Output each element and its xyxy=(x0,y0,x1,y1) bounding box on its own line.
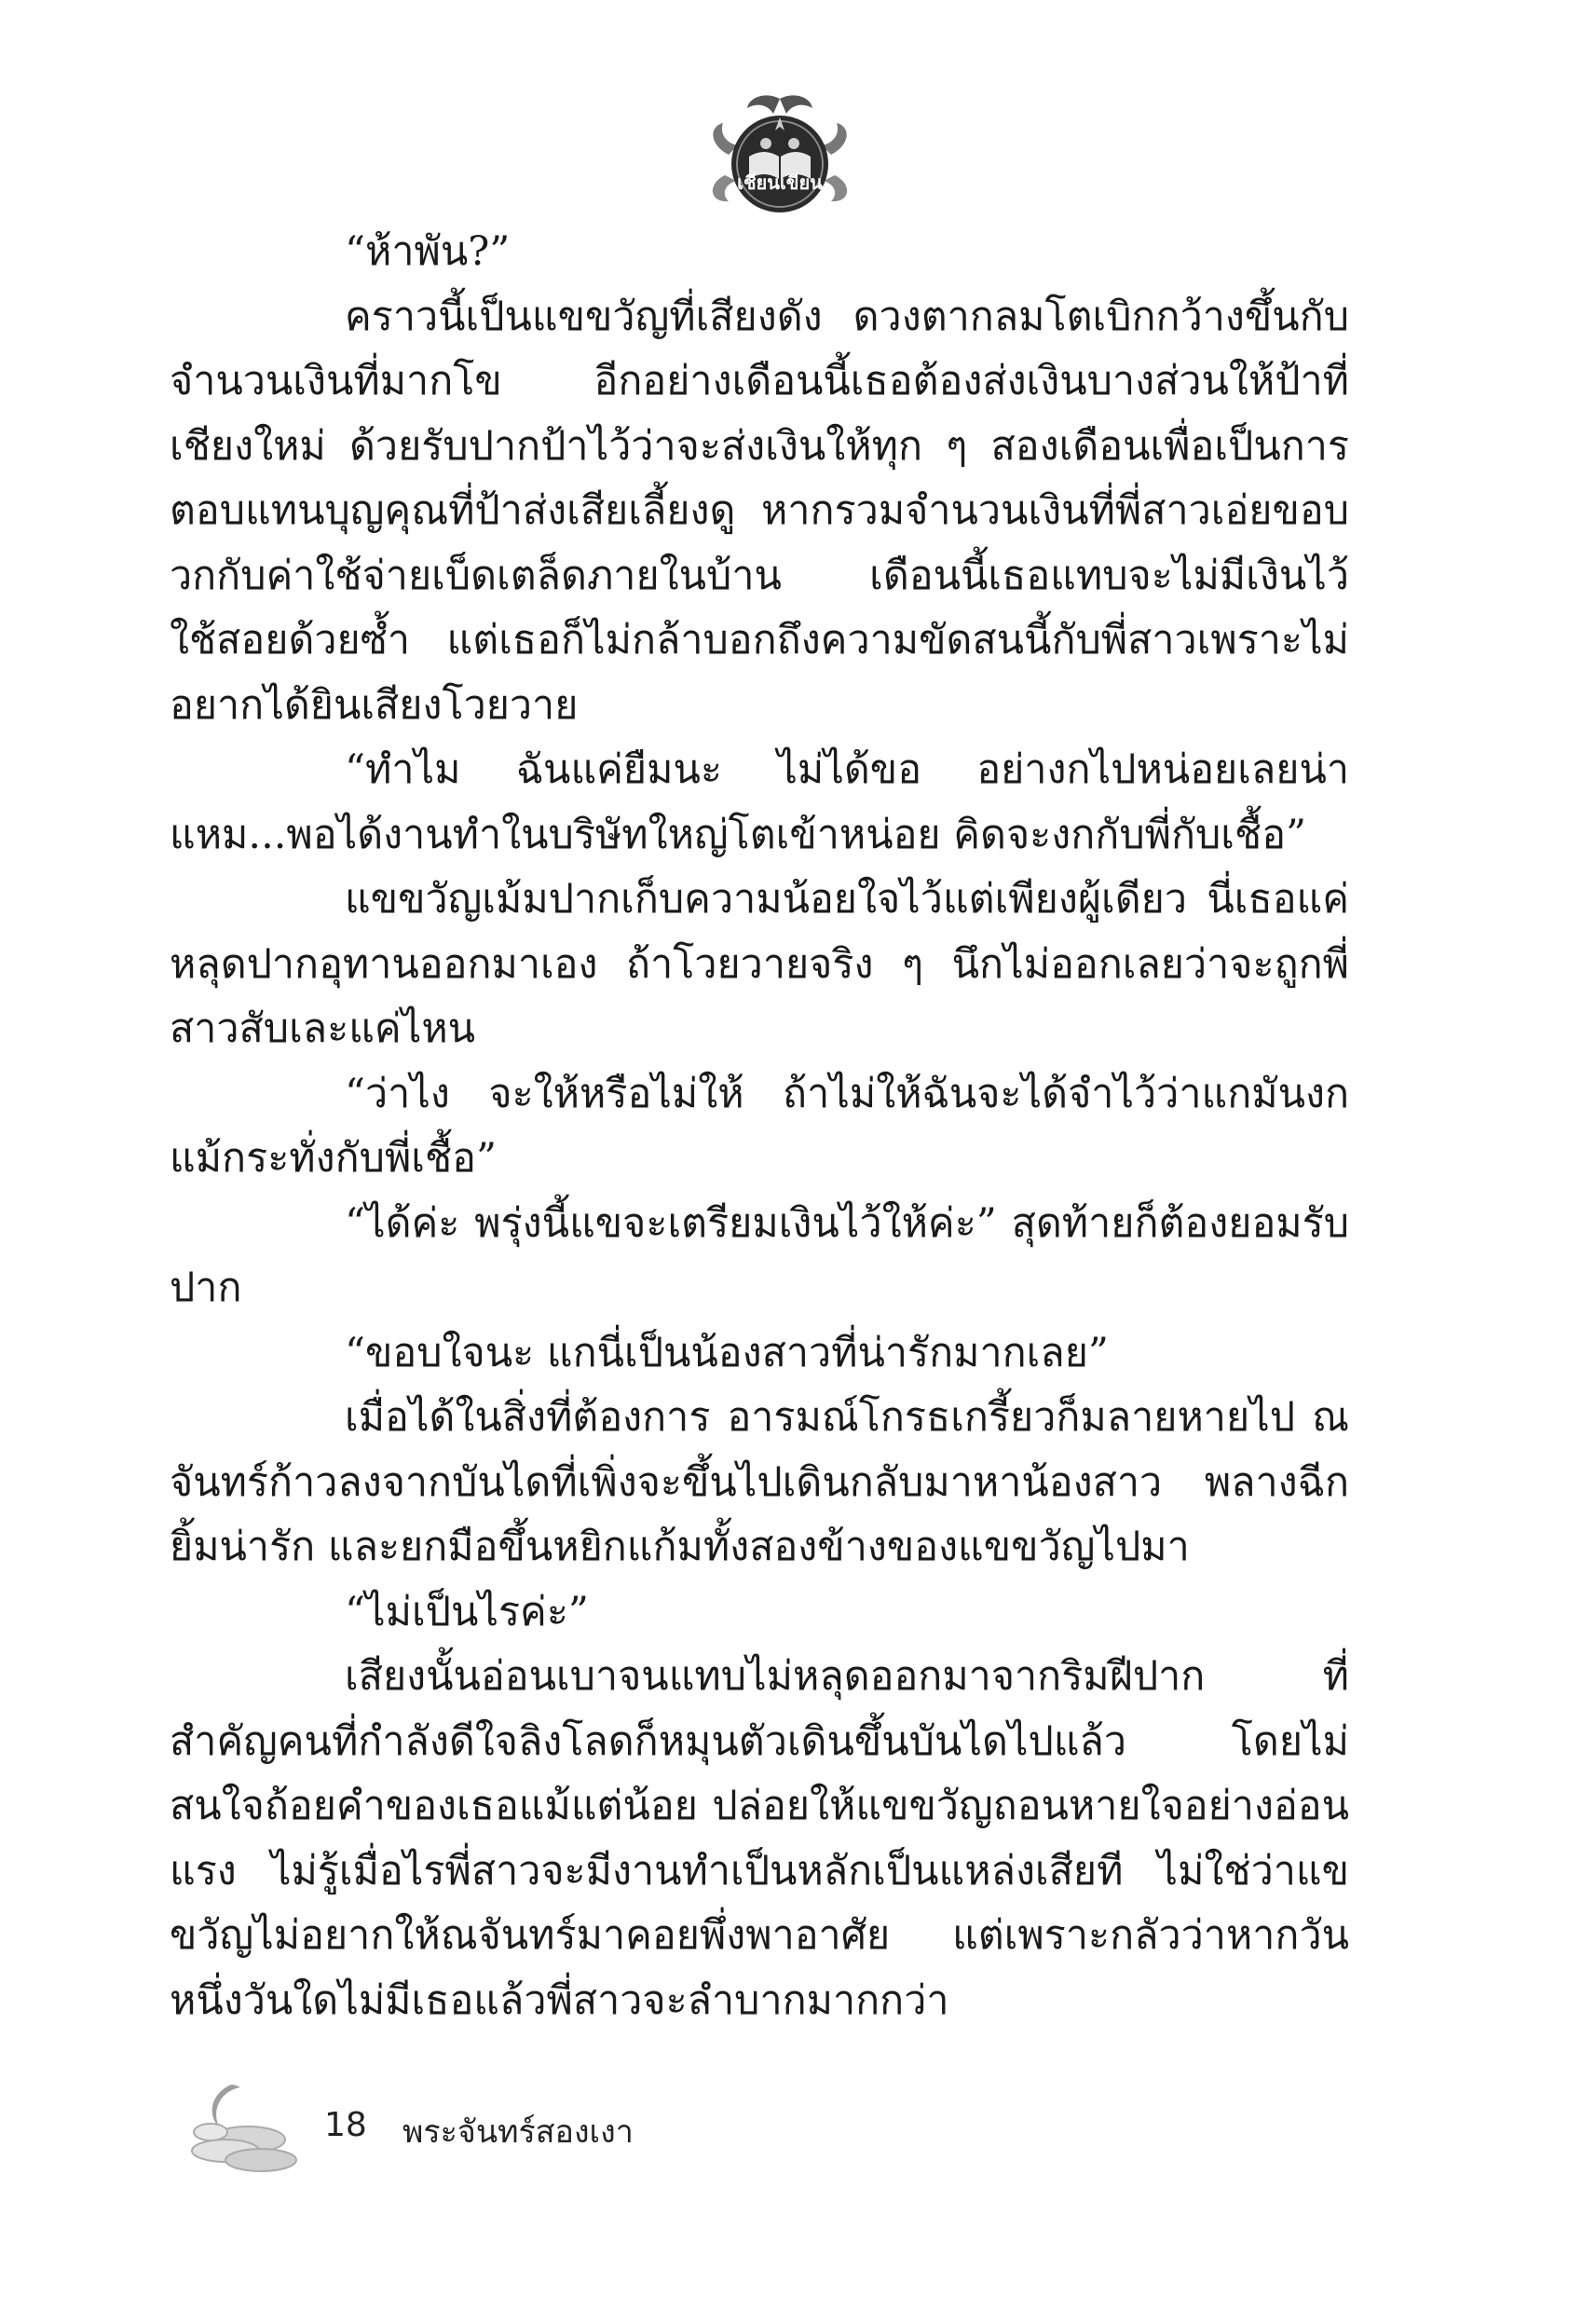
publisher-logo-text: เชียนเขียน xyxy=(737,171,823,194)
paragraph: “ทำไม ฉันแค่ยืมนะ ไม่ได้ขอ อย่างกไปหน่อยเลยน่า แหม...พอได้งานทำในบริษัทใหญ่โตเข้าหน่อย คิดจะงกกับพี่กับเชื้อ” xyxy=(170,746,1349,858)
paragraph: แขขวัญเม้มปากเก็บความน้อยใจไว้แต่เพียงผู้เดียว นี่เธอแค่หลุดปากอุทานออกมาเอง ถ้าโวยวายจริง ๆ นึกไม่ออกเลยว่าจะถูกพี่สาวสับเละแค่ไหน xyxy=(170,876,1349,1052)
paragraph: “ได้ค่ะ พรุ่งนี้แขจะเตรียมเงินไว้ให้ค่ะ” สุดท้ายก็ต้องยอมรับปาก xyxy=(170,1199,1349,1311)
page-number: 18 xyxy=(324,2106,367,2144)
moon-cloud-icon xyxy=(183,2074,304,2177)
paragraph: เมื่อได้ในสิ่งที่ต้องการ อารมณ์โกรธเกรี้ยวก็มลายหายไป ณจันทร์ก้าวลงจากบันไดที่เพิ่งจะขึ้นไปเดินกลับมาหาน้องสาว พลางฉีกยิ้มน่ารัก และยกมือขึ้นหยิกแก้มทั้งสองข้างของแขขวัญไปมา xyxy=(170,1394,1349,1570)
book-title: พระจันทร์สองเงา xyxy=(402,2113,634,2151)
publisher-logo-icon xyxy=(691,89,868,220)
paragraph: “ขอบใจนะ แกนี่เป็นน้องสาวที่น่ารักมากเลย” xyxy=(345,1329,1109,1376)
paragraph: คราวนี้เป็นแขขวัญที่เสียงดัง ดวงตากลมโตเบิกกว้างขึ้นกับจำนวนเงินที่มากโข อีกอย่างเดือนนี้เธอต้องส่งเงินบางส่วนให้ป้าที่เชียงใหม่ ด้วยรับปากป้าไว้ว่าจะส่งเงินให้ทุก ๆ สองเดือนเพื่อเป็นการตอบแทนบุญคุณที่ป้าส่งเสียเลี้ยงดู หากรวมจำนวนเงินที่พี่สาวเอ่ยขอบวกกับค่าใช้จ่ายเบ็ดเตล็ดภายในบ้าน เดือนนี้เธอแทบจะไม่มีเงินไว้ใช้สอยด้วยซ้ำ แต่เธอก็ไม่กล้าบอกถึงความขัดสนนี้กับพี่สาวเพราะไม่อยากได้ยินเสียงโวยวาย xyxy=(170,293,1349,729)
publisher-logo xyxy=(691,89,868,220)
page-body xyxy=(170,220,1349,2033)
paragraph: “ห้าพัน?” xyxy=(345,228,511,275)
paragraph: เสียงนั้นอ่อนเบาจนแทบไม่หลุดออกมาจากริมฝีปาก ที่สำคัญคนที่กำลังดีใจลิงโลดก็หมุนตัวเดินขึ้นบันไดไปแล้ว โดยไม่สนใจถ้อยคำของเธอแม้แต่น้อย ปล่อยให้แขขวัญถอนหายใจอย่างอ่อนแรง ไม่รู้เมื่อไรพี่สาวจะมีงานทำเป็นหลักเป็นแหล่งเสียที ไม่ใช่ว่าแขขวัญไม่อยากให้ณจันทร์มาคอยพึ่งพาอาศัย แต่เพราะกลัวว่าหากวันหนึ่งวันใดไม่มีเธอแล้วพี่สาวจะลำบากมากกว่า xyxy=(170,1653,1349,2024)
paragraph: “ไม่เป็นไรค่ะ” xyxy=(345,1588,589,1635)
paragraph: “ว่าไง จะให้หรือไม่ให้ ถ้าไม่ให้ฉันจะได้จำไว้ว่าแกมันงกแม้กระทั่งกับพี่เชื้อ” xyxy=(170,1070,1349,1182)
page-footer xyxy=(183,2074,835,2186)
